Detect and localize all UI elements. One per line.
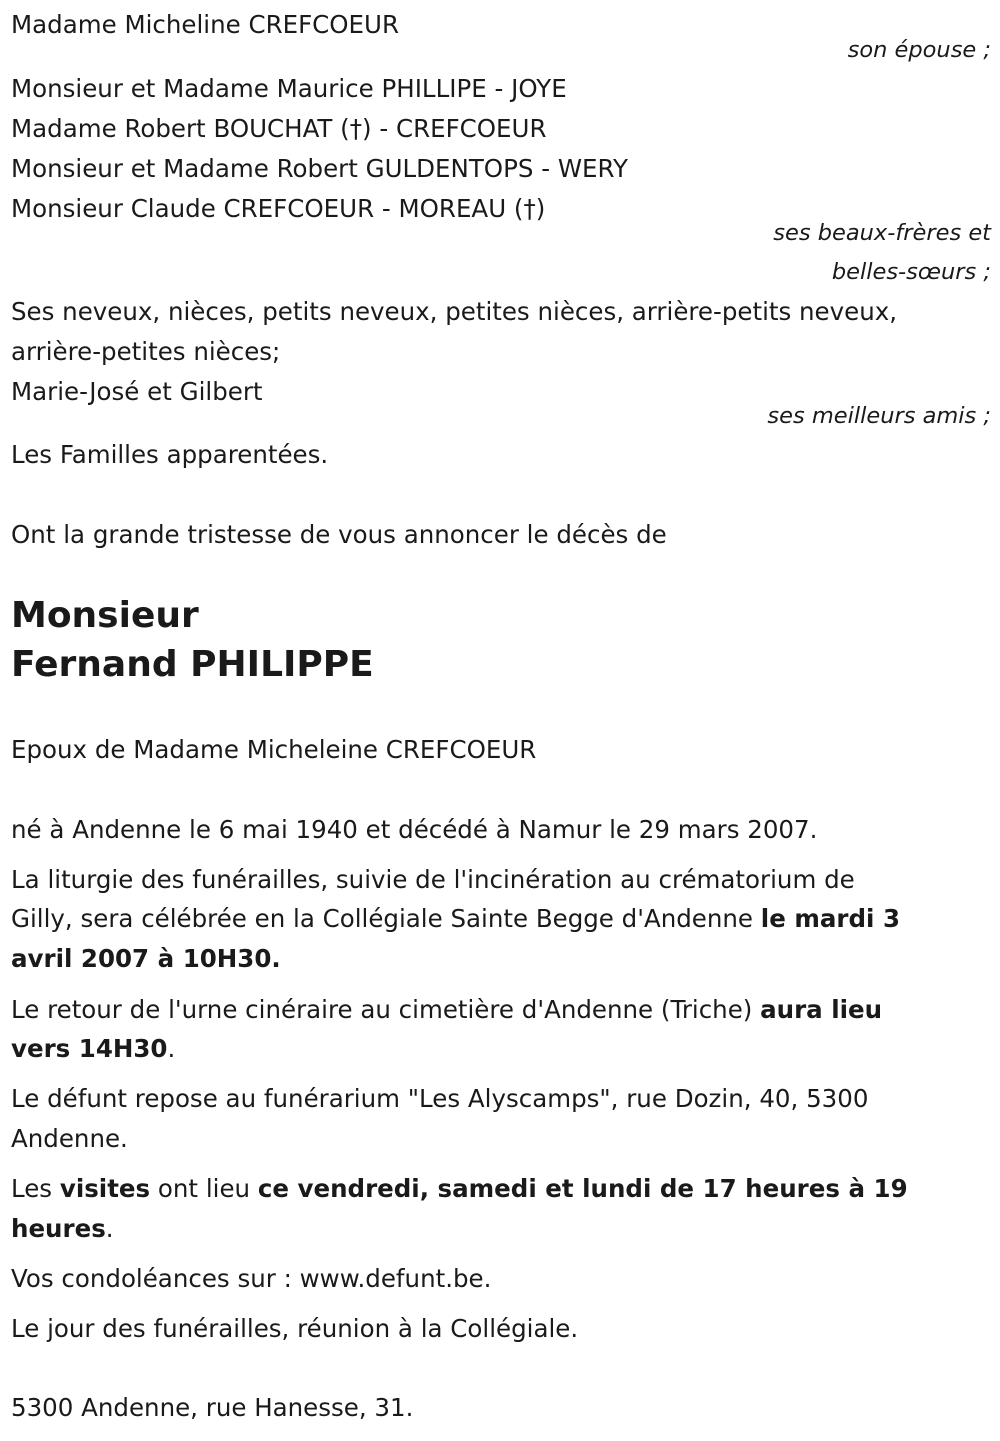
urn-time-bold: vers 14H30 — [11, 1034, 168, 1063]
siblings-relation-line2: belles-sœurs ; — [831, 259, 991, 285]
urn-line2-period: . — [167, 1034, 176, 1063]
liturgy-line2 — [11, 904, 900, 933]
siblings-relation-line1: ses beaux-frères et — [773, 220, 991, 246]
condolences: Vos condoléances sur : www.defunt.be. — [11, 1264, 492, 1293]
sibling-in-law-3: Monsieur et Madame Robert GULDENTOPS - WERY — [11, 154, 628, 183]
visits-line2-period: . — [105, 1214, 114, 1243]
sibling-in-law-2: Madame Robert BOUCHAT (†) - CREFCOEUR — [11, 114, 547, 143]
announcement: Ont la grande tristesse de vous annoncer le décès de — [11, 520, 667, 549]
liturgy-date-bold: le mardi 3 — [760, 904, 900, 933]
nephews-line1: Ses neveux, nièces, petits neveux, petites nièces, arrière-petits neveux, — [11, 297, 898, 326]
related-families: Les Familles apparentées. — [11, 440, 329, 469]
rest-line2: Andenne. — [11, 1124, 128, 1153]
deceased-name: Fernand PHILIPPE — [11, 644, 374, 685]
visits-line2-bold: heures — [11, 1214, 106, 1243]
rest-line1: Le défunt repose au funérarium "Les Alyscamps", rue Dozin, 40, 5300 — [11, 1084, 869, 1113]
urn-line2 — [11, 1034, 176, 1063]
sibling-in-law-4: Monsieur Claude CREFCOEUR - MOREAU (†) — [11, 194, 546, 223]
urn-line1-bold: aura lieu — [760, 995, 883, 1024]
liturgy-line2-text: Gilly, sera célébrée en la Collégiale Sainte Begge d'Andenne — [11, 904, 761, 933]
liturgy-time-bold: avril 2007 à 10H30. — [11, 944, 281, 973]
spouse-of: Epoux de Madame Micheleine CREFCOEUR — [11, 735, 537, 764]
liturgy-line1: La liturgie des funérailles, suivie de l'incinération au crématorium de — [11, 865, 855, 894]
nephews-line2: arrière-petites nièces; — [11, 337, 281, 366]
urn-line1-text: Le retour de l'urne cinéraire au cimetière d'Andenne (Triche) — [11, 995, 761, 1024]
visits-p2: ont lieu — [150, 1174, 258, 1203]
sibling-in-law-1: Monsieur et Madame Maurice PHILLIPE - JOYE — [11, 74, 567, 103]
spouse-name: Madame Micheline CREFCOEUR — [11, 10, 399, 39]
friends-names: Marie-José et Gilbert — [11, 377, 263, 406]
birth-death: né à Andenne le 6 mai 1940 et décédé à Namur le 29 mars 2007. — [11, 815, 818, 844]
spouse-relation: son épouse ; — [847, 37, 991, 63]
visits-p1: Les — [11, 1174, 60, 1203]
deceased-title: Monsieur — [11, 595, 199, 636]
visits-line2 — [11, 1214, 114, 1243]
visits-line1 — [11, 1174, 908, 1203]
urn-line1 — [11, 995, 883, 1024]
friends-relation: ses meilleurs amis ; — [767, 403, 991, 429]
meeting: Le jour des funérailles, réunion à la Collégiale. — [11, 1314, 579, 1343]
liturgy-line3 — [11, 944, 281, 973]
visits-b2: ce vendredi, samedi et lundi de 17 heures à 19 — [257, 1174, 908, 1203]
visits-b1: visites — [59, 1174, 151, 1203]
address: 5300 Andenne, rue Hanesse, 31. — [11, 1393, 414, 1422]
